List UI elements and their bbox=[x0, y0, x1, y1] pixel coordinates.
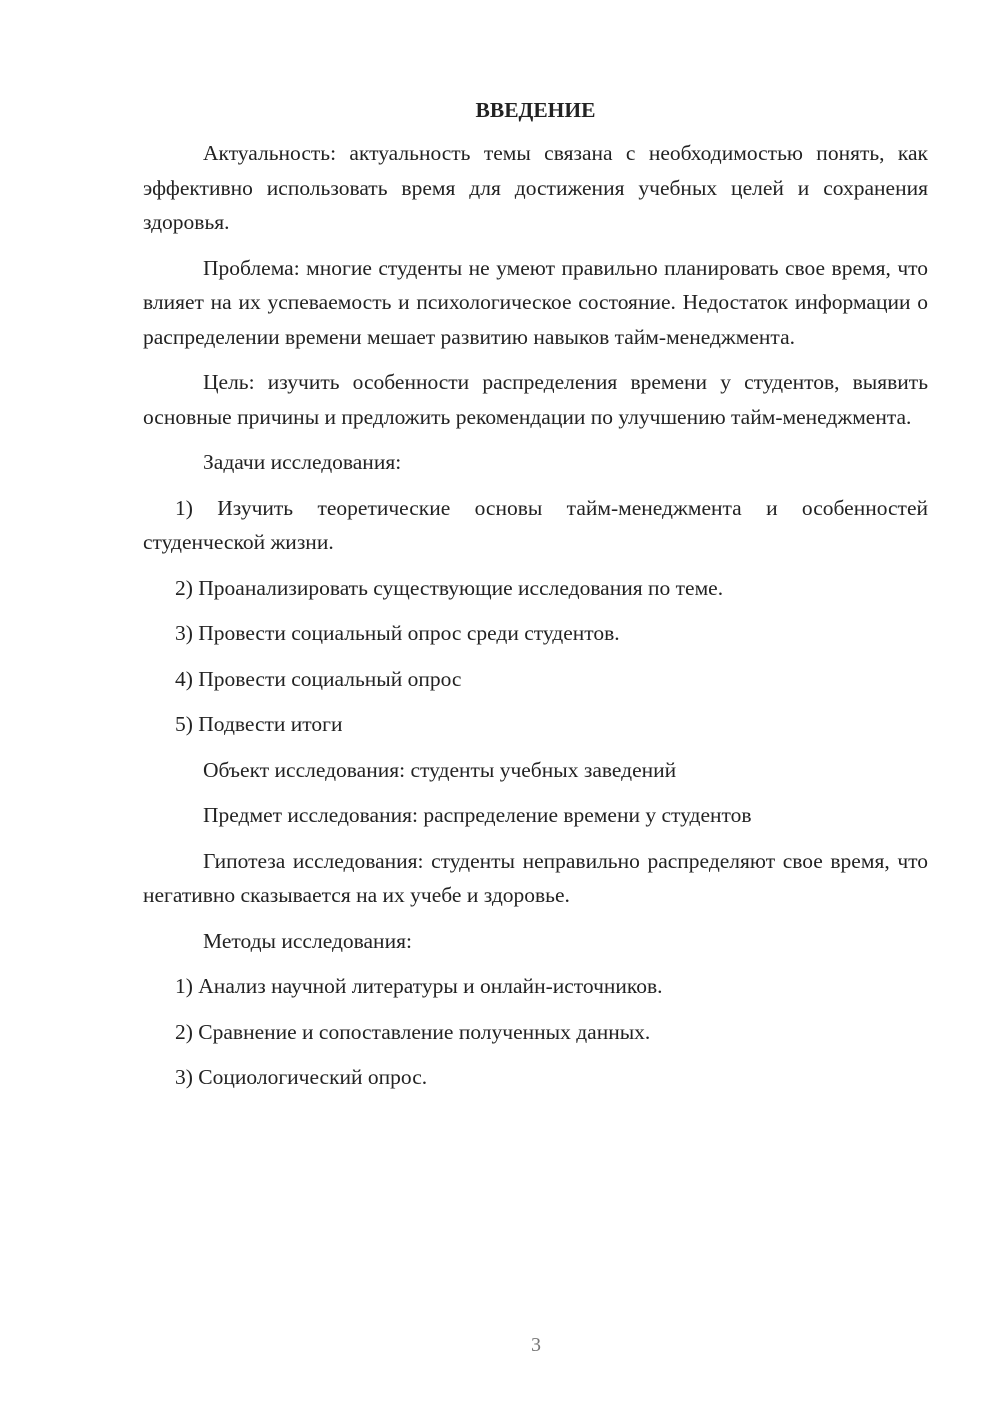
task-item: 2) Проанализировать существующие исследования по теме. bbox=[175, 575, 724, 600]
hypothesis-paragraph: Гипотеза исследования: студенты неправильно распределяют свое время, что негативно сказывается на их учебе и здоровье. bbox=[143, 848, 928, 907]
methods-heading: Методы исследования: bbox=[203, 928, 412, 953]
task-item: 4) Провести социальный опрос bbox=[175, 666, 462, 691]
method-item: 2) Сравнение и сопоставление полученных данных. bbox=[175, 1019, 651, 1044]
document-body bbox=[143, 96, 928, 1106]
object-paragraph: Объект исследования: студенты учебных заведений bbox=[203, 757, 677, 782]
goal-paragraph: Цель: изучить особенности распределения времени у студентов, выявить основные причины и предложить рекомендации по улучшению тайм-менеджмента. bbox=[143, 370, 928, 429]
subject-paragraph: Предмет исследования: распределение времени у студентов bbox=[203, 803, 752, 827]
page-number: 3 bbox=[531, 1334, 541, 1356]
relevance-paragraph: Актуальность: актуальность темы связана с необходимостью понять, как эффективно использовать время для достижения учебных целей и сохранения здоровья. bbox=[143, 141, 928, 234]
page-title: ВВЕДЕНИЕ bbox=[475, 98, 596, 122]
task-item: 3) Провести социальный опрос среди студентов. bbox=[175, 621, 620, 645]
problem-paragraph: Проблема: многие студенты не умеют правильно планировать свое время, что влияет на их успеваемость и психологическое состояние. Недостаток информации о распределении времени мешает развитию навыков тайм-менеджмента. bbox=[143, 255, 928, 349]
method-item: 3) Социологический опрос. bbox=[175, 1065, 428, 1089]
task-item: 5) Подвести итоги bbox=[175, 712, 343, 736]
tasks-heading: Задачи исследования: bbox=[203, 450, 402, 474]
task-item: 1) Изучить теоретические основы тайм-менеджмента и особенностей студенческой жизни. bbox=[143, 495, 928, 554]
method-item: 1) Анализ научной литературы и онлайн-источников. bbox=[175, 974, 663, 998]
